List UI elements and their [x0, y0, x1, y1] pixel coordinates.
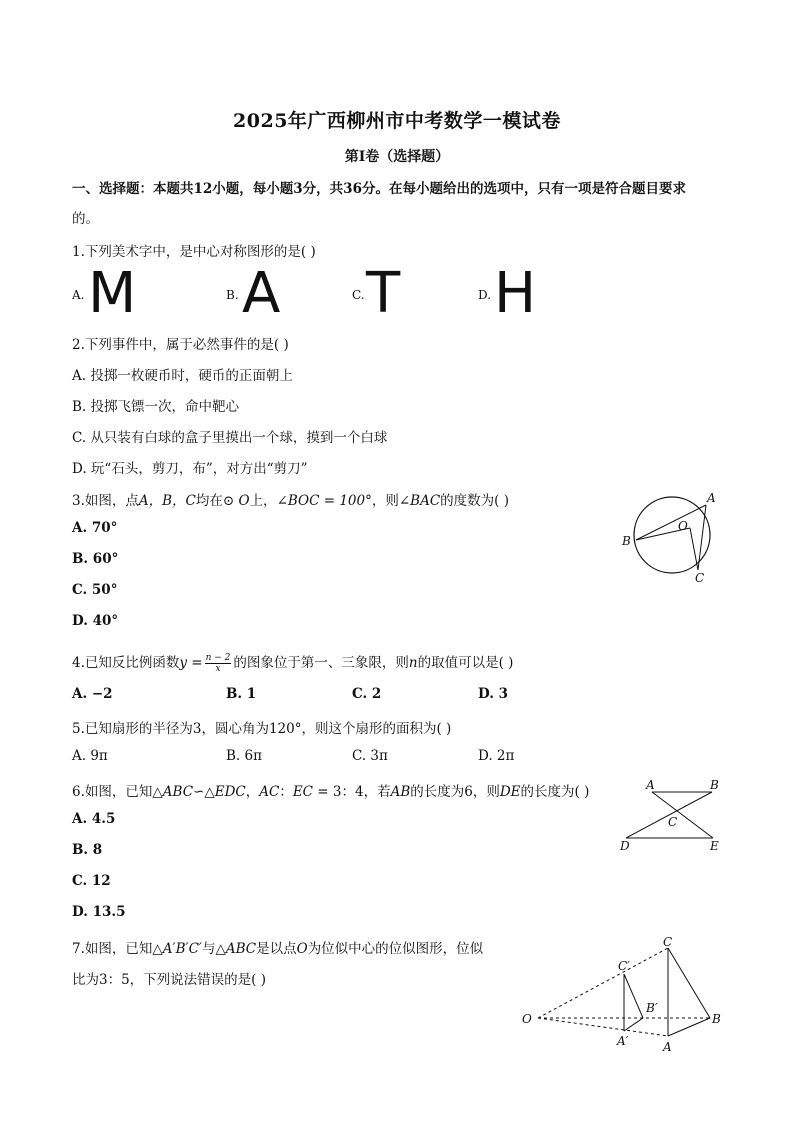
segment-ab [668, 1018, 710, 1036]
q2-option-a: A. 投掷一枚硬币时，硬币的正面朝上 [72, 368, 293, 384]
label-b: B [710, 778, 719, 792]
label-a-prime: A′ [617, 1034, 629, 1048]
q1-option-c-label: C. [352, 288, 365, 302]
q4-option-d: D. 3 [478, 686, 509, 702]
label-c: C [695, 571, 705, 585]
q1-option-c-glyph: T [366, 261, 401, 326]
q6-option-d: D. 13.5 [72, 904, 126, 920]
q7-stem-small-triangle: △A′B′C′ [152, 941, 202, 957]
ray-oa [538, 1018, 668, 1036]
q6-option-b: B. 8 [72, 842, 103, 858]
q4-stem-part: 4.已知反比例函数 [72, 655, 180, 671]
q6-stem-ac: AC [259, 784, 280, 800]
q1-option-d-label: D. [478, 288, 492, 302]
q7-stem-line1 [72, 937, 483, 957]
q4-fraction-denominator: x [215, 664, 221, 674]
q1-option-a-glyph: M [88, 261, 137, 326]
q3-stem-angle-boc: ∠BOC = 100° [276, 493, 372, 509]
q7-homothety-figure [516, 934, 730, 1058]
q4-option-a: A. −2 [72, 686, 113, 702]
section-instructions-line2: 的。 [72, 211, 99, 227]
label-e: E [710, 839, 719, 853]
q6-stem-ab: AB [390, 784, 411, 800]
q1-stem: 1.下列美术字中，是中心对称图形的是( ) [72, 244, 316, 260]
q4-option-c: C. 2 [352, 686, 382, 702]
segment-ac [698, 505, 706, 570]
q3-circle-figure [618, 488, 728, 588]
q6-stem-part: 的长度为( ) [520, 784, 590, 800]
q6-triangles-figure [612, 776, 736, 856]
q2-option-d: D. 玩“石头，剪刀，布”，对方出“剪刀” [72, 461, 308, 477]
label-o: O [678, 519, 688, 533]
q7-stem-center: O [296, 941, 308, 957]
q4-fraction-numerator: n − 2 [205, 653, 231, 663]
q1-option-a-label: A. [72, 288, 85, 302]
label-d: D [620, 839, 630, 853]
q3-stem-part: 3.如图，点 [72, 493, 139, 509]
q4-stem [72, 651, 513, 674]
q4-stem-n: n [408, 655, 418, 671]
q4-fraction [205, 653, 232, 674]
q3-option-c: C. 50° [72, 582, 118, 598]
q5-stem: 5.已知扇形的半径为3，圆心角为120°，则这个扇形的面积为( ) [72, 721, 452, 737]
label-a: A [663, 1040, 672, 1054]
q6-stem-similar: △ABC∽△EDC [152, 784, 246, 800]
label-b: B [622, 534, 631, 548]
q7-stem-part: 是以点 [256, 941, 297, 957]
q1-option-b-label: B. [226, 288, 239, 302]
q3-option-a: A. 70° [72, 520, 118, 536]
page-title: 2025年广西柳州市中考数学一模试卷 [233, 110, 561, 132]
label-b-prime: B′ [646, 1001, 658, 1015]
q5-option-d: D. 2π [478, 748, 515, 764]
q3-stem-angle-bac: ∠BAC [398, 493, 441, 509]
q7-stem-part: 与 [201, 941, 216, 957]
q6-stem-de: DE [499, 784, 521, 800]
q6-stem-part: 6.如图，已知 [72, 784, 153, 800]
q2-option-c: C. 从只装有白球的盒子里摸出一个球，摸到一个白球 [72, 430, 388, 446]
q6-option-a: A. 4.5 [72, 811, 116, 827]
q7-stem-part: 为位似中心的位似图形，位似 [307, 941, 484, 957]
q5-option-c: C. 3π [352, 748, 388, 764]
volume-title: 第I卷（选择题） [344, 149, 450, 165]
label-c: C [668, 815, 678, 829]
segment-a1b1 [624, 1018, 643, 1031]
q1-option-d-glyph: H [494, 261, 537, 326]
label-a: A [707, 491, 716, 505]
q3-option-b: B. 60° [72, 551, 119, 567]
q6-stem-part: ： [279, 784, 293, 800]
q2-option-b: B. 投掷飞镖一次，命中靶心 [72, 399, 240, 415]
q4-stem-y: y = [179, 655, 203, 671]
q5-option-b: B. 6π [226, 748, 262, 764]
q3-stem-part: 上， [249, 493, 277, 509]
q4-option-b: B. 1 [226, 686, 257, 702]
segment-ba [636, 505, 706, 540]
q4-stem-part: 的图象位于第一、三象限，则 [233, 655, 409, 671]
q6-stem-part: ， [245, 784, 260, 800]
q7-stem-big-triangle: △ABC [215, 941, 257, 957]
q6-option-c: C. 12 [72, 873, 111, 889]
segment-oc [690, 528, 698, 570]
segment-c1b1 [624, 974, 643, 1018]
q6-stem-part: = 3：4，若 [313, 784, 391, 800]
q2-stem: 2.下列事件中，属于必然事件的是( ) [72, 337, 289, 353]
q6-stem-ec: EC [292, 784, 314, 800]
q6-stem-part: 的长度为6，则 [410, 784, 500, 800]
segment-cb [668, 948, 710, 1018]
label-c: C [663, 935, 673, 949]
q1-option-b-glyph: A [242, 261, 281, 326]
q3-stem [72, 489, 509, 509]
q3-stem-part: 均在 [195, 493, 223, 509]
label-a: A [646, 778, 655, 792]
segment-ae [652, 792, 713, 838]
q7-stem-line2: 比为3：5，下列说法错误的是( ) [72, 972, 267, 988]
q3-stem-points: A，B，C [138, 493, 196, 509]
q7-stem-part: 7.如图，已知 [72, 941, 153, 957]
label-b: B [712, 1012, 721, 1026]
q5-option-a: A. 9π [72, 748, 108, 764]
label-c-prime: C′ [618, 959, 630, 973]
q3-stem-circle: ⊙ O [222, 493, 250, 509]
q3-option-d: D. 40° [72, 613, 119, 629]
label-o: O [522, 1012, 532, 1026]
q3-stem-part: ，则 [371, 493, 399, 509]
q6-stem [72, 780, 589, 800]
q4-stem-part: 的取值可以是( ) [417, 655, 514, 671]
q3-stem-part: 的度数为( ) [440, 493, 509, 509]
section-instructions-line1: 一、选择题：本题共12小题，每小题3分，共36分。在每小题给出的选项中，只有一项是符合题目要求 [72, 181, 686, 197]
